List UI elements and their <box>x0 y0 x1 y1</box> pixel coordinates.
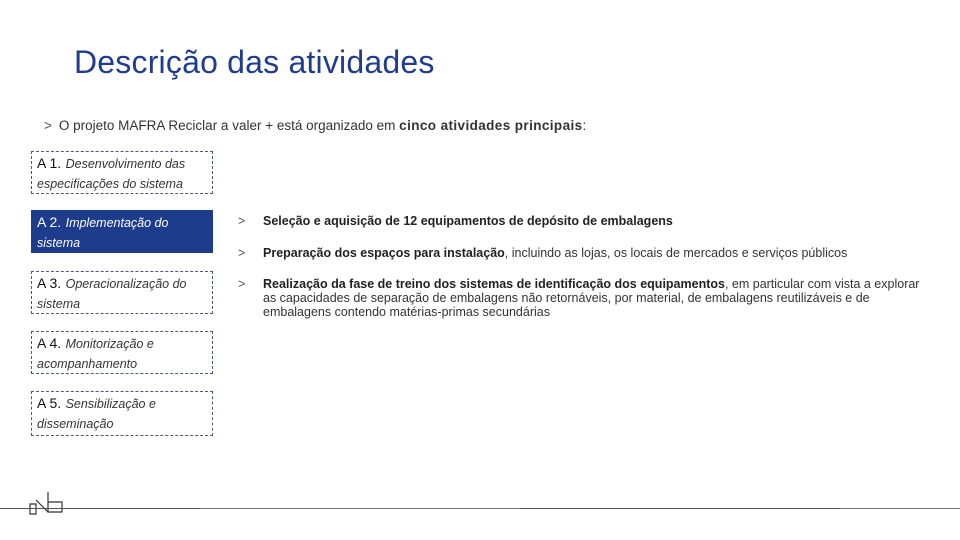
activity-name-line2: sistema <box>37 297 81 311</box>
footer-divider <box>520 508 840 509</box>
activity-name-line1: Sensibilização e <box>65 397 156 411</box>
task-rest: , incluindo as lojas, os locais de mercados e serviços públicos <box>504 246 848 260</box>
task-rest: , em particular com vista a explorar as capacidades de separação de embalagens não retornáveis, por material, de embalagens reutilizáveis e de embalagens contendo matérias-primas secundárias <box>263 277 920 319</box>
activity-code: A 5. <box>37 395 62 411</box>
activity-name-line2: disseminação <box>37 417 114 431</box>
task-bold: Preparação dos espaços para instalação <box>263 246 505 260</box>
brand-logo-icon <box>28 490 68 516</box>
footer-divider <box>0 508 200 509</box>
activity-name-line1: Desenvolvimento das <box>65 157 186 171</box>
activity-code: A 4. <box>37 335 62 351</box>
activity-a2[interactable] <box>31 210 213 253</box>
chevron-right-icon: > <box>44 118 52 133</box>
activity-a4[interactable] <box>31 331 213 374</box>
activity-code: A 3. <box>37 275 62 291</box>
intro-body: O projeto MAFRA Reciclar a valer + está organizado em <box>58 118 400 133</box>
chevron-right-icon: > <box>238 214 246 228</box>
footer-divider <box>840 508 960 509</box>
intro-suffix: : <box>582 118 587 133</box>
page-title: Descrição das atividades <box>74 44 435 80</box>
activity-a5[interactable] <box>31 391 213 436</box>
task-bold: Seleção e aquisição de 12 equipamentos de depósito de embalagens <box>263 214 673 228</box>
activity-a1[interactable] <box>31 151 213 194</box>
activity-name-line2: sistema <box>37 236 81 250</box>
footer-divider <box>200 508 520 509</box>
activity-a3[interactable] <box>31 271 213 314</box>
intro-bold: cinco atividades principais <box>399 118 583 133</box>
intro-text <box>44 118 586 133</box>
activity-name-line2: acompanhamento <box>37 357 138 371</box>
activity-code: A 1. <box>37 155 62 171</box>
activity-code: A 2. <box>37 214 62 230</box>
activity-name-line1: Operacionalização do <box>65 277 187 291</box>
chevron-right-icon: > <box>238 277 246 291</box>
activity-name-line1: Monitorização e <box>65 337 154 351</box>
task-bold: Realização da fase de treino dos sistemas de identificação dos equipamentos <box>263 277 725 291</box>
activity-name-line2: especificações do sistema <box>37 177 183 191</box>
chevron-right-icon: > <box>238 246 246 260</box>
activity-name-line1: Implementação do <box>65 216 169 230</box>
